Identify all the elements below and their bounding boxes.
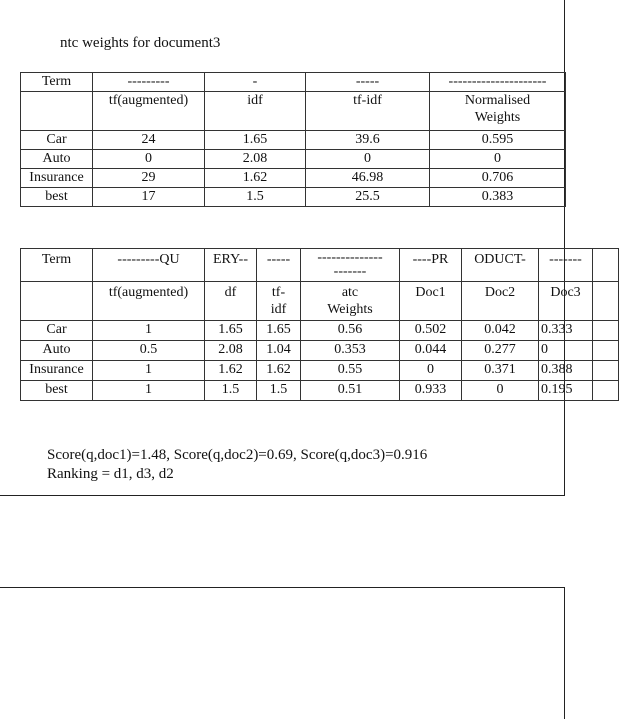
ntc-weights-table	[20, 72, 566, 207]
table-cell: best	[21, 381, 93, 401]
query-product-table	[20, 248, 619, 401]
table-cell: 25.5	[306, 188, 430, 207]
table-cell: Auto	[21, 150, 93, 169]
table-cell: 1.65	[205, 131, 306, 150]
table-row	[21, 341, 619, 361]
header-cell	[593, 282, 619, 321]
table-cell: 0.383	[430, 188, 566, 207]
header-cell: -------	[539, 249, 593, 282]
table-row	[21, 321, 619, 341]
header-cell: Doc2	[462, 282, 539, 321]
header-cell	[593, 249, 619, 282]
table-cell: 0	[430, 150, 566, 169]
table-cell: Insurance	[21, 361, 93, 381]
table-cell	[593, 321, 619, 341]
table-cell: 0.51	[301, 381, 400, 401]
table-cell: 24	[93, 131, 205, 150]
table-header-row	[21, 92, 566, 131]
header-cell: Term	[21, 73, 93, 92]
header-cell: tf(augmented)	[93, 282, 205, 321]
table-cell: 0	[539, 341, 593, 361]
header-cell: Normalised Weights	[430, 92, 566, 131]
scores-line: Score(q,doc1)=1.48, Score(q,doc2)=0.69, Score(q,doc3)=0.916	[47, 447, 428, 463]
header-cell: df	[205, 282, 257, 321]
header-cell: ---------QU	[93, 249, 205, 282]
empty-box	[0, 587, 565, 719]
table-cell: 0	[93, 150, 205, 169]
table-cell: 1	[93, 381, 205, 401]
page-title: ntc weights for document3	[60, 35, 221, 51]
table-cell: 29	[93, 169, 205, 188]
table-cell: 0.706	[430, 169, 566, 188]
table-header-row	[21, 282, 619, 321]
header-cell: ---------	[93, 73, 205, 92]
table-row	[21, 131, 566, 150]
header-cell: ----PR	[400, 249, 462, 282]
header-cell: -----	[257, 249, 301, 282]
header-cell: Doc1	[400, 282, 462, 321]
table-cell: 46.98	[306, 169, 430, 188]
table-cell: 1.04	[257, 341, 301, 361]
table-cell: 0.042	[462, 321, 539, 341]
ranking-line: Ranking = d1, d3, d2	[47, 466, 174, 482]
table-cell: 0.044	[400, 341, 462, 361]
header-cell: tf- idf	[257, 282, 301, 321]
table-cell: Insurance	[21, 169, 93, 188]
header-cell: Doc3	[539, 282, 593, 321]
header-cell: tf(augmented)	[93, 92, 205, 131]
header-cell: atc Weights	[301, 282, 400, 321]
table-cell: 0.371	[462, 361, 539, 381]
table-header-row	[21, 249, 619, 282]
table-row	[21, 361, 619, 381]
header-cell: idf	[205, 92, 306, 131]
table-header-row	[21, 73, 566, 92]
table-cell: 1.5	[257, 381, 301, 401]
table-cell: 1.65	[257, 321, 301, 341]
table-cell: 0	[400, 361, 462, 381]
table-cell: 0.933	[400, 381, 462, 401]
table-cell: 1.62	[257, 361, 301, 381]
table-cell: 0.502	[400, 321, 462, 341]
table-cell: 0.195	[539, 381, 593, 401]
table-cell: Auto	[21, 341, 93, 361]
table-cell: 0.388	[539, 361, 593, 381]
table-cell: 0	[306, 150, 430, 169]
table-cell: best	[21, 188, 93, 207]
header-cell: ODUCT-	[462, 249, 539, 282]
table-cell: 2.08	[205, 150, 306, 169]
header-cell: -------------- -------	[301, 249, 400, 282]
header-cell: ---------------------	[430, 73, 566, 92]
table-cell: 1.65	[205, 321, 257, 341]
table-cell: 0.56	[301, 321, 400, 341]
table-cell	[593, 361, 619, 381]
header-cell: -----	[306, 73, 430, 92]
table-cell: 1.5	[205, 381, 257, 401]
table-cell: Car	[21, 131, 93, 150]
table-cell: 39.6	[306, 131, 430, 150]
header-cell	[21, 92, 93, 131]
header-cell: -	[205, 73, 306, 92]
table-cell: Car	[21, 321, 93, 341]
table-cell: 1.62	[205, 169, 306, 188]
table-cell: 1	[93, 361, 205, 381]
table-cell: 0.595	[430, 131, 566, 150]
table-cell: 0.353	[301, 341, 400, 361]
table-cell: 17	[93, 188, 205, 207]
table-cell: 0.55	[301, 361, 400, 381]
table-cell	[593, 341, 619, 361]
header-cell: Term	[21, 249, 93, 282]
table-cell: 0.333	[539, 321, 593, 341]
header-cell: ERY--	[205, 249, 257, 282]
header-cell: tf-idf	[306, 92, 430, 131]
table-cell: 0.277	[462, 341, 539, 361]
table-cell: 1.62	[205, 361, 257, 381]
table-cell: 2.08	[205, 341, 257, 361]
table-cell: 0	[462, 381, 539, 401]
table-cell: 1	[93, 321, 205, 341]
table-cell: 1.5	[205, 188, 306, 207]
table-row	[21, 150, 566, 169]
table-row	[21, 169, 566, 188]
table-row	[21, 381, 619, 401]
table-cell	[593, 381, 619, 401]
header-cell	[21, 282, 93, 321]
table-cell: 0.5	[93, 341, 205, 361]
table-row	[21, 188, 566, 207]
